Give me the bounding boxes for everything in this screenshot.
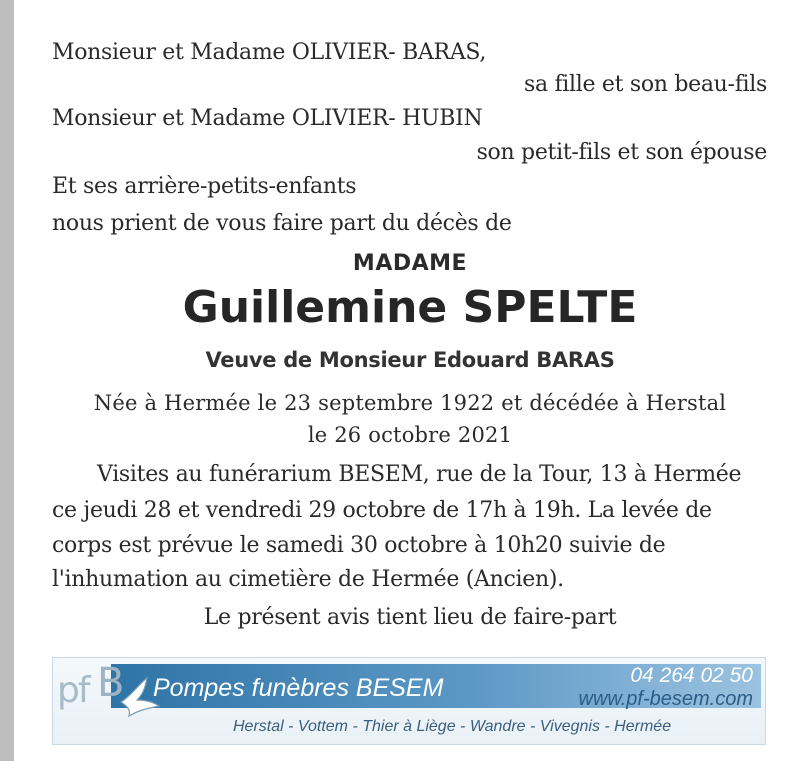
logo-pf: pf (57, 670, 89, 711)
family-line-2: sa fille et son beau-fils (523, 72, 767, 97)
service-towns: Herstal - Vottem - Thier à Liège - Wandre - Vivegnis - Hermée (233, 718, 672, 735)
visit-line-2: ce jeudi 28 et vendredi 29 octobre de 17h à 19h. La levée de (52, 498, 712, 523)
family-line-1: Monsieur et Madame OLIVIER- BARAS, (52, 40, 487, 65)
family-line-3: Monsieur et Madame OLIVIER- HUBIN (52, 106, 483, 131)
logo-b: B (97, 660, 125, 706)
funeral-home-banner (52, 657, 766, 745)
phone-number: 04 264 02 50 (630, 664, 753, 687)
death-date: le 26 octobre 2021 (307, 423, 513, 447)
website-link[interactable]: www.pf-besem.com (578, 688, 753, 710)
closing-note: Le présent avis tient lieu de faire-part (203, 605, 617, 630)
visit-line-3: corps est prévue le samedi 30 octobre à 10h20 suivie de (52, 533, 666, 558)
visit-line-4: l'inhumation au cimetière de Hermée (Ancien). (52, 567, 564, 592)
visit-line-1: Visites au funérarium BESEM, rue de la Tour, 13 à Hermée (97, 462, 742, 487)
deceased-title: MADAME (352, 251, 468, 276)
deceased-name: Guillemine SPELTE (182, 282, 638, 333)
announcement-intro: nous prient de vous faire part du décès de (52, 211, 512, 236)
family-line-4: son petit-fils et son épouse (476, 140, 767, 165)
left-margin-rule (0, 0, 14, 761)
family-line-5: Et ses arrière-petits-enfants (52, 174, 357, 199)
brand-name: Pompes funèbres BESEM (153, 674, 444, 702)
widow-of: Veuve de Monsieur Edouard BARAS (205, 348, 615, 372)
birth-death-line: Née à Hermée le 23 septembre 1922 et décédée à Herstal (93, 391, 727, 415)
